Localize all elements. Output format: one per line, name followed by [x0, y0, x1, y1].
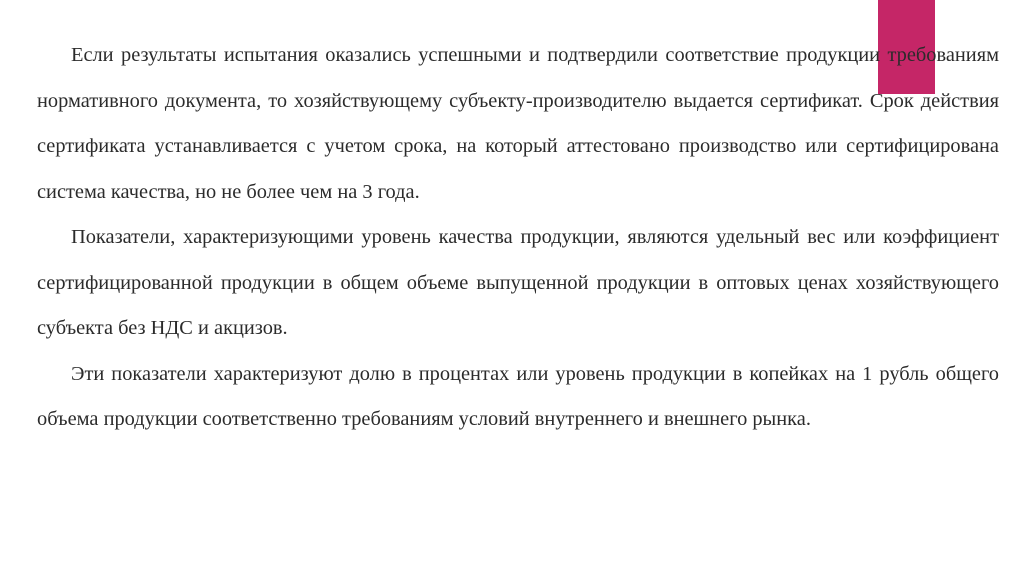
paragraph-certificate: Если результаты испытания оказались успешными и подтвердили соответствие продукции требованиям нормативного документа, то хозяйствующему субъекту-производителю выдается сертификат. Срок действия сертификата устанавливается с учетом срока, на который аттестовано производство или сертифицирована система качества, но не более чем на 3 года.: [37, 44, 999, 203]
paragraph-indicator-meaning: Эти показатели характеризуют долю в процентах или уровень продукции в копейках на 1 рубль общего объема продукции соответственно требованиям условий внутреннего и внешнего рынка.: [37, 362, 999, 430]
paragraph-quality-indicators: Показатели, характеризующими уровень качества продукции, являются удельный вес или коэффициент сертифицированной продукции в общем объеме выпущенной продукции в оптовых ценах хозяйствующего субъекта без НДС и акцизов.: [37, 226, 999, 339]
slide-text: [37, 33, 999, 443]
